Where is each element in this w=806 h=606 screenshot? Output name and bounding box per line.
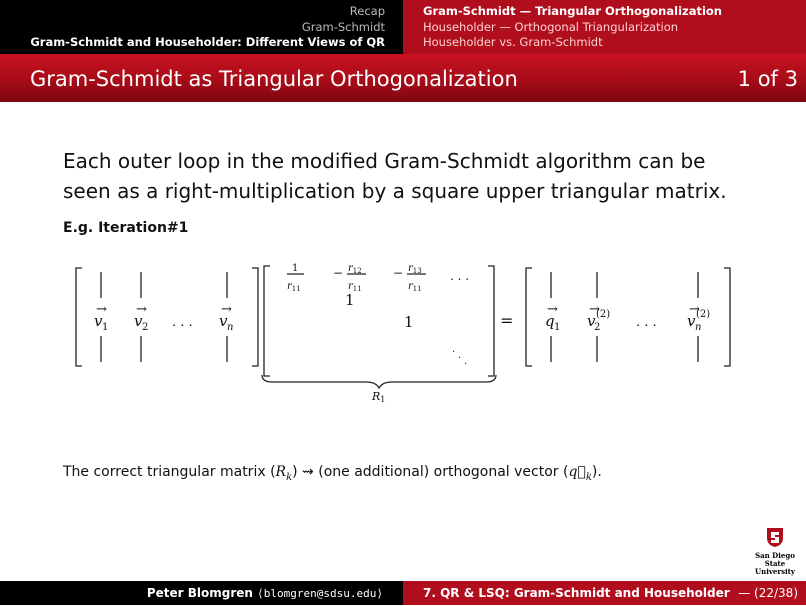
svg-text:r13: $r_{13}$ — [408, 263, 422, 275]
lhs-vn: v — [219, 312, 228, 330]
intro-line-1: Each outer loop in the modified Gram-Schmidt algorithm can be — [63, 149, 706, 173]
rhs-q1: q — [545, 312, 555, 330]
svg-text:n: n — [227, 322, 234, 333]
svg-text:.: . — [452, 344, 456, 355]
svg-text:1: 1 — [102, 322, 109, 333]
r-diag-1: 1 — [345, 291, 355, 309]
logo-line-2: University — [755, 567, 795, 576]
r-row-dots: . . . — [450, 269, 470, 283]
footer-email: blomgren@sdsu.edu — [263, 587, 377, 600]
svg-text:→: → — [547, 302, 558, 317]
svg-text:→: → — [221, 302, 232, 317]
lhs-v2: v — [134, 312, 143, 330]
frame-title-bar — [0, 54, 806, 102]
nav-item-different-views[interactable]: Gram-Schmidt and Householder: Different Views of QR — [30, 35, 385, 49]
subsection-nav-right — [403, 0, 806, 54]
svg-text:−: − — [333, 266, 344, 280]
frame-counter: 1 of 3 — [737, 67, 798, 91]
nav-item-recap[interactable]: Recap — [349, 4, 385, 18]
lhs-v1: v — [94, 312, 103, 330]
svg-text:→: → — [96, 302, 107, 317]
footer-author: Peter Blomgren ⟨blomgren@sdsu.edu⟩ — [146, 586, 383, 600]
intro-line-2: seen as a right-multiplication by a square upper triangular matrix. — [63, 179, 727, 203]
svg-text:r11: $r_{11}$ — [348, 281, 362, 293]
logo-line-1: San Diego State — [755, 551, 795, 568]
qk-symbol: $q⃗_k$ — [568, 464, 592, 483]
equals-sign: = — [500, 311, 514, 330]
frame-title: Gram-Schmidt as Triangular Orthogonalization — [30, 67, 518, 91]
nav-item-gram-schmidt[interactable]: Gram-Schmidt — [301, 19, 385, 34]
footer-author-bar — [0, 581, 403, 605]
svg-text:1: 1 — [554, 322, 561, 333]
svg-text:1: 1 — [292, 263, 299, 274]
sdsu-seal-icon — [765, 526, 785, 548]
nav-item-triangular-orthogonalization[interactable]: Gram-Schmidt — Triangular Orthogonalization — [423, 4, 722, 18]
rhs-vn-2: v — [687, 312, 696, 330]
nav-item-orthogonal-triangularization[interactable]: Householder — Orthogonal Triangularization — [423, 19, 679, 34]
svg-text:→: → — [136, 302, 147, 317]
sdsu-logo — [744, 526, 806, 576]
rhs-dots: . . . — [636, 315, 657, 330]
underbrace-label: R1 — [372, 390, 386, 404]
svg-text:r12: $r_{12}$ — [348, 263, 362, 275]
lhs-dots: . . . — [172, 315, 193, 330]
svg-text:r11: $r_{11}$ — [287, 281, 301, 293]
svg-text:→: → — [589, 302, 600, 317]
svg-text:n: n — [695, 322, 702, 333]
svg-text:2: 2 — [142, 322, 149, 333]
r-diag-2: 1 — [404, 313, 414, 331]
intro-paragraph — [63, 146, 763, 206]
svg-text:.: . — [458, 350, 462, 361]
footer-course: 7. QR & LSQ: Gram-Schmidt and Householder — [423, 586, 730, 600]
svg-text:2: 2 — [594, 322, 601, 333]
svg-text:r11: $r_{11}$ — [408, 281, 422, 293]
svg-text:(2): (2) — [696, 309, 711, 320]
section-nav-left — [0, 0, 403, 54]
nav-item-householder-vs-gs[interactable]: Householder vs. Gram-Schmidt — [423, 35, 603, 49]
svg-text:→: → — [689, 302, 700, 317]
footer-course-bar — [403, 581, 806, 605]
r-diag-dots: . — [464, 356, 468, 367]
svg-text:−: − — [393, 266, 404, 280]
rk-symbol: $R_k$ — [275, 464, 293, 483]
example-label: E.g. Iteration#1 — [63, 220, 189, 236]
matrix-equation — [0, 255, 806, 415]
rhs-v2-2: v — [587, 312, 596, 330]
svg-text:(2): (2) — [596, 309, 611, 320]
conclusion-sentence: The correct triangular matrix $(R_k)$ ⇝ (one additional) orthogonal vector $(q⃗_k)$. — [63, 464, 602, 483]
footer-page-number: — (22/38) — [738, 586, 798, 600]
